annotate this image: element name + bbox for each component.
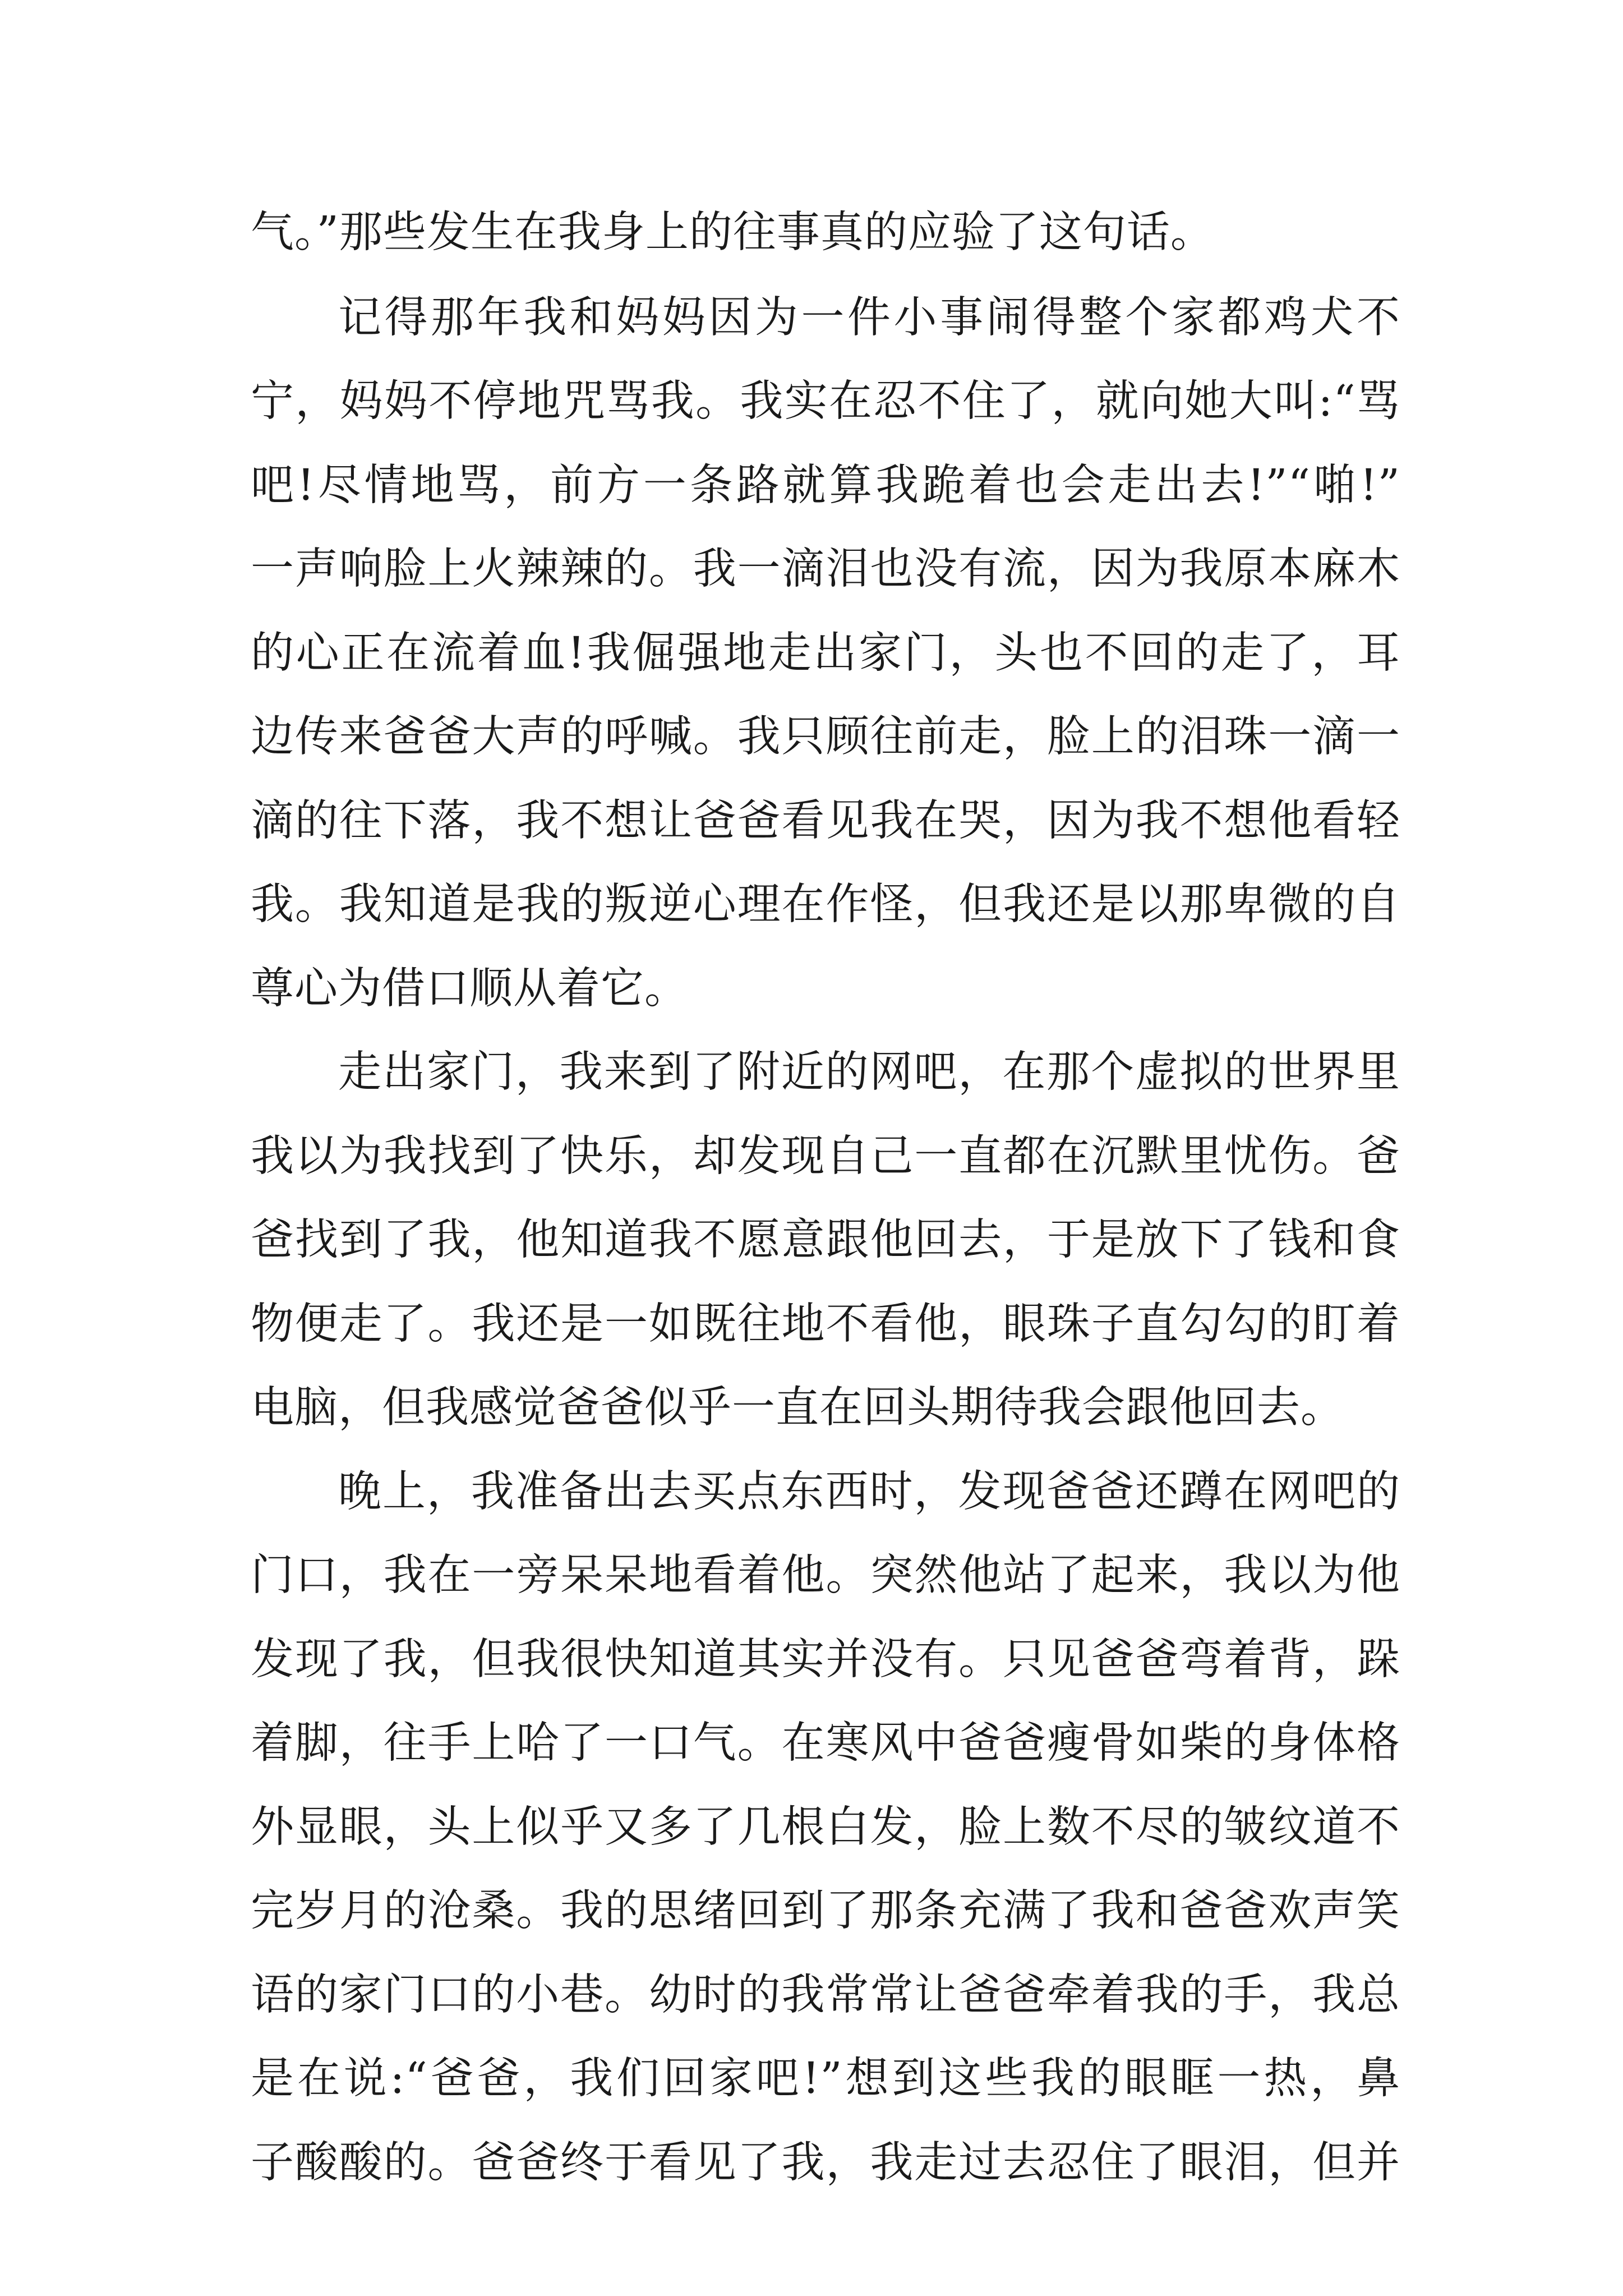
text-line: 物便走了。我还是一如既往地不看他，眼珠子直勾勾的盯着 — [251, 1299, 1400, 1349]
text-line: 着脚，往手上哈了一口气。在寒风中爸爸瘦骨如柴的身体格 — [251, 1718, 1400, 1768]
text-line: 吧!尽情地骂，前方一条路就算我跪着也会走出去!”“啪!” — [251, 461, 1400, 510]
text-line: 发现了我，但我很快知道其实并没有。只见爸爸弯着背，跺 — [251, 1635, 1400, 1685]
text-line: 边传来爸爸大声的呼喊。我只顾往前走，脸上的泪珠一滴一 — [251, 712, 1400, 762]
text-line: 外显眼，头上似乎又多了几根白发，脸上数不尽的皱纹道不 — [251, 1802, 1400, 1852]
text-line: 爸找到了我，他知道我不愿意跟他回去，于是放下了钱和食 — [251, 1215, 1400, 1265]
text-line: 记得那年我和妈妈因为一件小事闹得整个家都鸡犬不 — [338, 293, 1400, 343]
text-line: 我。我知道是我的叛逆心理在作怪，但我还是以那卑微的自 — [251, 880, 1400, 930]
text-line: 晚上，我准备出去买点东西时，发现爸爸还蹲在网吧的 — [338, 1467, 1400, 1517]
text-line: 是在说:“爸爸，我们回家吧!”想到这些我的眼眶一热，鼻 — [251, 2054, 1400, 2104]
text-line: 我以为我找到了快乐，却发现自己一直都在沉默里忧伤。爸 — [251, 1131, 1400, 1181]
text-line: 电脑，但我感觉爸爸似乎一直在回头期待我会跟他回去。 — [251, 1383, 1344, 1433]
text-line: 的心正在流着血!我倔强地走出家门，头也不回的走了，耳 — [251, 628, 1400, 678]
text-line: 尊心为借口顺从着它。 — [251, 964, 688, 1014]
text-line: 气。”那些发生在我身上的往事真的应验了这句话。 — [251, 208, 1214, 257]
text-line: 滴的往下落，我不想让爸爸看见我在哭，因为我不想他看轻 — [251, 796, 1400, 846]
text-line: 子酸酸的。爸爸终于看见了我，我走过去忍住了眼泪，但并 — [251, 2138, 1400, 2188]
text-line: 门口，我在一旁呆呆地看着他。突然他站了起来，我以为他 — [251, 1550, 1400, 1600]
text-line: 宁，妈妈不停地咒骂我。我实在忍不住了，就向她大叫:“骂 — [251, 376, 1400, 426]
text-line: 完岁月的沧桑。我的思绪回到了那条充满了我和爸爸欢声笑 — [251, 1886, 1400, 1936]
text-line: 一声响脸上火辣辣的。我一滴泪也没有流，因为我原本麻木 — [251, 544, 1400, 594]
text-line: 走出家门，我来到了附近的网吧，在那个虚拟的世界里 — [338, 1047, 1400, 1097]
text-line: 语的家门口的小巷。幼时的我常常让爸爸牵着我的手，我总 — [251, 1970, 1400, 2020]
